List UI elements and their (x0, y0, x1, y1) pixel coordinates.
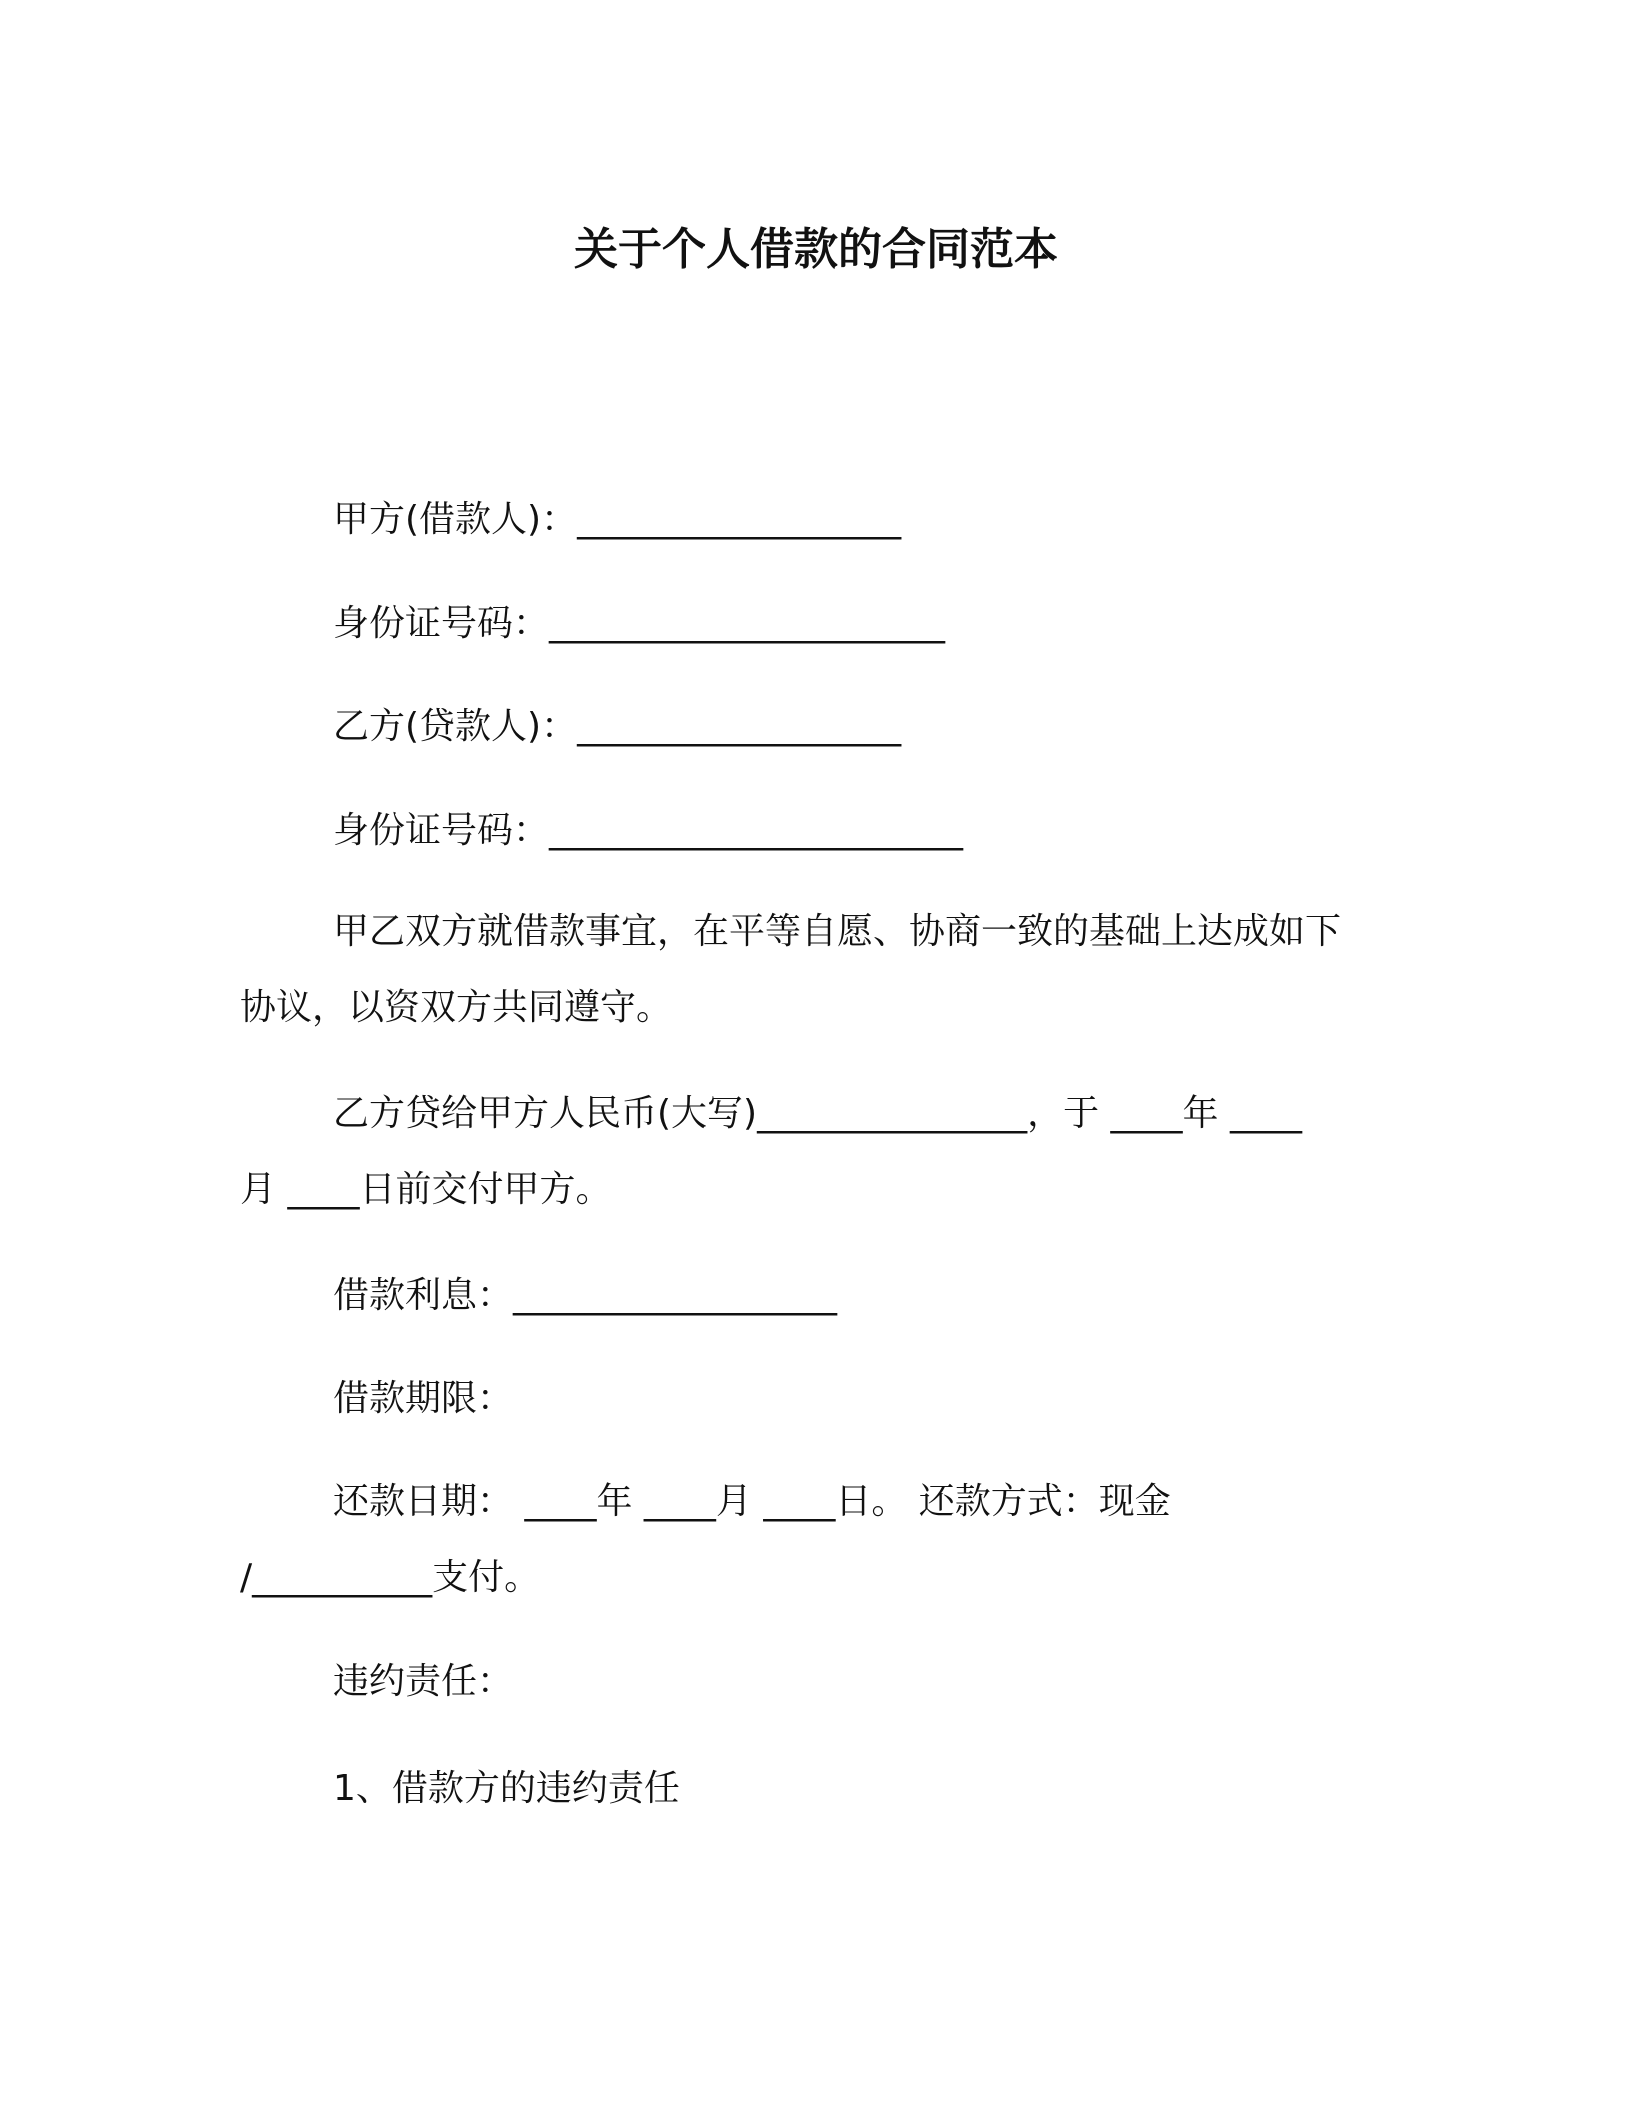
party-b-lender-line: 乙方(贷款人)：__________________ (333, 706, 902, 747)
party-a-borrower-line: 甲方(借款人)：__________________ (333, 499, 902, 540)
loan-amount-line-2: 月 ____日前交付甲方。 (240, 1169, 612, 1210)
repayment-date-line-1: 还款日期： ____年 ____月 ____日。 还款方式：现金 (333, 1481, 1171, 1522)
breach-liability-heading: 违约责任： (333, 1661, 514, 1702)
party-a-id-line: 身份证号码：______________________ (333, 603, 946, 644)
borrower-breach-heading: 1、借款方的违约责任 (333, 1768, 680, 1809)
party-b-id-line: 身份证号码：_______________________ (333, 810, 964, 851)
agreement-paragraph-line-2: 协议，以资双方共同遵守。 (240, 987, 673, 1028)
loan-term-line: 借款期限： (333, 1378, 514, 1419)
loan-interest-line: 借款利息：__________________ (333, 1275, 838, 1316)
repayment-date-line-2: /__________支付。 (240, 1557, 541, 1598)
document-title: 关于个人借款的合同范本 (574, 224, 1058, 275)
loan-amount-line-1: 乙方贷给甲方人民币(大写)_______________，于 ____年 ____ (333, 1093, 1302, 1134)
agreement-paragraph-line-1: 甲乙双方就借款事宜，在平等自愿、协商一致的基础上达成如下 (333, 911, 1342, 952)
